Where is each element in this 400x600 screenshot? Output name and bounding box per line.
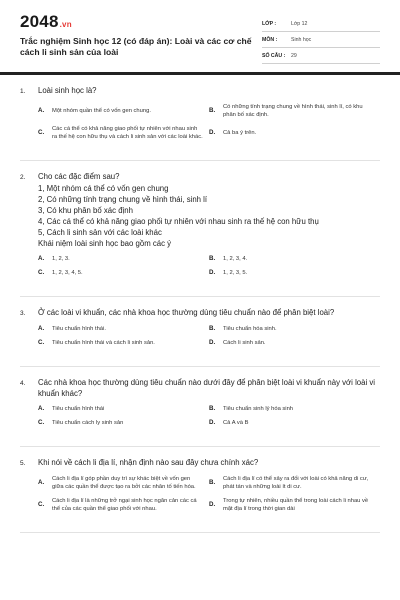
question-text: Các nhà khoa học thường dùng tiêu chuẩn nào dưới đây để phân biệt loài vi khuẩn này với loài vi khuẩn khác? [38, 378, 376, 398]
option-letter: A. [38, 325, 45, 332]
answer-option[interactable] [209, 405, 380, 413]
option-letter: D. [209, 339, 216, 346]
question-text: Ở các loài vi khuẩn, các nhà khoa học thường dùng tiêu chuẩn nào để phân biệt loài? [38, 308, 335, 317]
answer-option[interactable] [209, 269, 380, 277]
question-text: Khi nói về cách li địa lí, nhận định nào sau đây chưa chính xác? [38, 458, 259, 467]
answer-option[interactable] [209, 255, 380, 263]
option-text: Tiêu chuẩn hình thái [52, 406, 105, 412]
option-letter: B. [209, 107, 216, 114]
option-text: Cách li địa lí góp phần duy trì sự khác biệt về vốn gen giữa các quần thể được tạo ra bởi các nhân tố tiến hóa. [52, 476, 196, 490]
option-letter: A. [38, 255, 45, 262]
info-key: MÔN : [262, 36, 278, 43]
answer-option[interactable] [209, 103, 380, 119]
question-row [20, 171, 380, 183]
info-key: SỐ CÂU : [262, 52, 286, 59]
answer-options [20, 255, 380, 283]
answer-option[interactable] [209, 419, 380, 427]
question-separator [20, 296, 380, 297]
option-letter: B. [209, 255, 216, 262]
info-row-class [262, 16, 380, 32]
answer-option[interactable] [38, 497, 209, 513]
option-text: Các cá thể có khả năng giao phối tự nhiên với nhau sinh ra thế hệ con hữu thụ và cách li sinh sản với các loài khác. [52, 126, 203, 140]
question-text: Loài sinh học là? [38, 86, 97, 95]
info-value: Lớp 12 [291, 20, 308, 27]
option-letter: C. [38, 269, 45, 276]
question-statement: 3, Có khu phân bố xác định [38, 206, 133, 215]
option-text: Tiêu chuẩn hình thái và cách li sinh sản. [52, 340, 155, 346]
question-4 [20, 377, 380, 433]
answer-option[interactable] [209, 475, 380, 491]
header-left [20, 12, 258, 64]
info-table [262, 12, 380, 64]
option-letter: B. [209, 325, 216, 332]
option-letter: A. [38, 107, 45, 114]
logo-text: 2048 [20, 12, 59, 31]
answer-option[interactable] [38, 255, 209, 263]
question-number: 1. [20, 88, 26, 95]
option-text: Cả ba ý trên. [223, 130, 257, 136]
option-text: 1, 2, 3, 4, 5. [52, 270, 83, 276]
page-title: Trắc nghiệm Sinh học 12 (có đáp án): Loài và các cơ chế cách li sinh sản của loài [20, 36, 252, 57]
logo-tld: .vn [59, 20, 72, 29]
answer-option[interactable] [38, 125, 209, 141]
option-letter: B. [209, 405, 216, 412]
question-statement: 4, Các cá thể có khả năng giao phối tự nhiên với nhau sinh ra thế hệ con hữu thụ [38, 217, 319, 226]
question-number: 2. [20, 174, 26, 181]
answer-option[interactable] [38, 419, 209, 427]
option-letter: C. [38, 501, 45, 508]
option-letter: A. [38, 479, 45, 486]
question-separator [20, 366, 380, 367]
option-text: 1, 2, 3, 4. [223, 256, 248, 262]
answer-options [20, 405, 380, 433]
answer-option[interactable] [38, 475, 209, 491]
question-2 [20, 171, 380, 283]
answer-option[interactable] [38, 269, 209, 277]
question-statement: 5, Cách li sinh sản với các loài khác [38, 228, 162, 237]
option-text: Tiêu chuẩn hình thái. [52, 326, 106, 332]
option-letter: D. [209, 501, 216, 508]
option-letter: B. [209, 479, 216, 486]
question-3 [20, 307, 380, 353]
question-number: 5. [20, 460, 26, 467]
option-text: Tiêu chuẩn sinh lý hóa sinh [223, 406, 294, 412]
site-logo[interactable] [20, 12, 258, 32]
option-text: Tiêu chuẩn cách ly sinh sản [52, 420, 124, 426]
answer-option[interactable] [38, 339, 209, 347]
option-letter: C. [38, 339, 45, 346]
question-row [20, 457, 380, 469]
answer-option[interactable] [209, 325, 380, 333]
option-text: 1, 2, 3, 5. [223, 270, 248, 276]
question-statement: 2, Có những tính trạng chung về hình thái, sinh lí [38, 195, 208, 204]
answer-option[interactable] [209, 339, 380, 347]
option-text: Có những tính trạng chung về hình thái, sinh lí, có khu phân bố xác định. [223, 104, 363, 118]
option-letter: D. [209, 419, 216, 426]
option-letter: C. [38, 419, 45, 426]
option-text: Cách li sinh sản. [223, 340, 266, 346]
option-letter: D. [209, 269, 216, 276]
question-row [20, 85, 380, 97]
option-text: 1, 2, 3. [52, 256, 70, 262]
option-letter: D. [209, 129, 216, 136]
option-text: Tiêu chuẩn hóa sinh. [223, 326, 277, 332]
answer-option[interactable] [209, 497, 380, 513]
info-row-subject [262, 32, 380, 48]
question-separator [20, 446, 380, 447]
option-text: Cách li địa lí là những trở ngại sinh học ngăn cản các cá thể của các quần thể giao phối với nhau. [52, 498, 197, 512]
answer-option[interactable] [38, 103, 209, 119]
answer-options [20, 325, 380, 353]
question-statement: Khái niệm loài sinh học bao gồm các ý [38, 239, 172, 248]
question-separator [20, 532, 380, 533]
option-letter: A. [38, 405, 45, 412]
question-row [20, 377, 380, 399]
option-text: Cách li địa lí có thể xảy ra đối với loài có khả năng di cư, phát tán và những loài ít di cư. [223, 476, 369, 490]
info-row-count [262, 48, 380, 64]
info-value: Sinh học [291, 36, 312, 43]
header [0, 0, 400, 72]
question-statement: 1, Một nhóm cá thể có vốn gen chung [38, 184, 169, 193]
question-list [0, 75, 400, 533]
question-text: Cho các đặc điểm sau? [38, 172, 120, 181]
info-key: LỚP : [262, 20, 277, 27]
answer-options [20, 475, 380, 519]
answer-option[interactable] [38, 405, 209, 413]
answer-option[interactable] [209, 125, 380, 141]
question-5 [20, 457, 380, 519]
answer-options [20, 103, 380, 147]
question-row [20, 307, 380, 319]
answer-option[interactable] [38, 325, 209, 333]
option-text: Trong tự nhiên, nhiều quần thể trong loài cách li nhau về mặt địa lí trong thời gian dài [223, 498, 369, 512]
question-number: 3. [20, 310, 26, 317]
option-text: Cả A và B [223, 420, 249, 426]
question-number: 4. [20, 380, 26, 387]
question-1 [20, 85, 380, 147]
option-text: Một nhóm quần thể có vốn gen chung. [52, 108, 151, 114]
question-separator [20, 160, 380, 161]
info-value: 29 [291, 52, 297, 59]
option-letter: C. [38, 129, 45, 136]
